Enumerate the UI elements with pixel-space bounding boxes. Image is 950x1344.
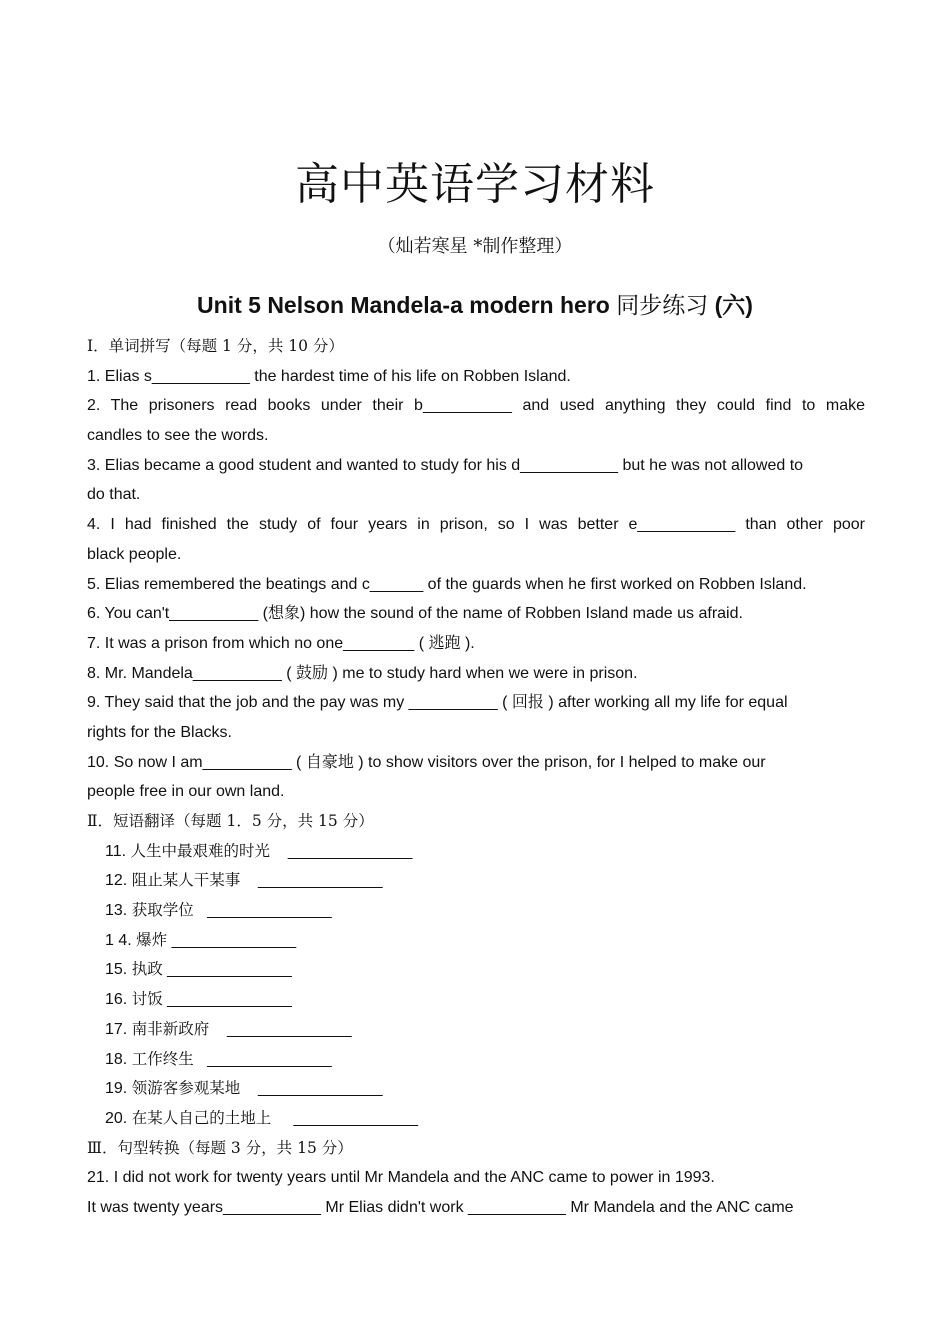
page-subtitle: （灿若寒星 *制作整理）	[377, 236, 573, 257]
phrase-number: 19.	[105, 1080, 128, 1098]
question-2-line-2: candles to see the words.	[87, 427, 269, 445]
question-6: 6. You can't__________ (想象) how the sound of the name of Robben Island made us afraid.	[87, 605, 743, 623]
question-21-line-2: It was twenty years___________ Mr Elias didn't work ___________ Mr Mandela and the ANC came	[87, 1198, 794, 1216]
section-heading-3: Ⅲ．句型转换（每题 3 分，共 15 分）	[87, 1138, 353, 1157]
question-9-line-1: 9. They said that the job and the pay was my __________ ( 回报 ) after working all my life for equal	[87, 694, 788, 712]
question-8: 8. Mr. Mandela__________ ( 鼓励 ) me to study hard when we were in prison.	[87, 664, 638, 682]
phrase-number: 12.	[105, 872, 128, 890]
phrase-blank: ______________	[207, 902, 332, 920]
question-9-line-2: rights for the Blacks.	[87, 723, 232, 741]
unit-title-english: Unit 5 Nelson Mandela-a modern hero	[197, 292, 610, 318]
phrase-number: 20.	[105, 1109, 128, 1127]
phrase-text: 领游客参观某地	[131, 1079, 241, 1098]
question-21-line-1: 21. I did not work for twenty years until Mr Mandela and the ANC came to power in 1993.	[87, 1169, 715, 1187]
unit-title-chinese: 同步练习	[616, 293, 709, 319]
phrase-text: 人生中最艰难的时光	[130, 841, 271, 860]
phrase-text: 获取学位	[131, 901, 194, 920]
question-4-line-2: black people.	[87, 545, 182, 563]
phrase-text: 爆炸	[136, 930, 168, 949]
question-7: 7. It was a prison from which no one________ ( 逃跑 ).	[87, 634, 475, 652]
phrase-text: 执政	[131, 960, 163, 979]
phrase-number: 11.	[105, 842, 127, 860]
phrase-number: 17.	[105, 1020, 128, 1038]
page-title: 高中英语学习材料	[295, 159, 655, 210]
unit-title-number: (六)	[714, 292, 753, 318]
phrase-number: 15.	[105, 961, 128, 979]
phrase-item	[87, 1104, 865, 1134]
exercise-content	[87, 332, 865, 1223]
phrase-number: 13.	[105, 902, 128, 920]
phrase-blank: ______________	[171, 931, 297, 949]
phrase-item	[87, 866, 865, 896]
question-1: 1. Elias s___________ the hardest time of his life on Robben Island.	[87, 367, 571, 385]
phrase-text: 在某人自己的土地上	[131, 1108, 272, 1127]
phrase-blank: ______________	[207, 1050, 332, 1068]
phrase-blank: ______________	[167, 961, 292, 979]
phrase-item	[87, 955, 865, 985]
phrase-text: 讨饭	[131, 990, 163, 1009]
phrase-item	[87, 1045, 865, 1075]
phrase-blank: ______________	[293, 1109, 419, 1127]
phrase-text: 工作终生	[131, 1049, 194, 1068]
phrase-number: 18.	[105, 1050, 128, 1068]
phrase-number: 16.	[105, 991, 128, 1009]
question-10-line-1: 10. So now I am__________ ( 自豪地 ) to show visitors over the prison, for I helped to make our	[87, 753, 766, 771]
question-3-line-2: do that.	[87, 486, 141, 504]
phrase-item	[87, 926, 865, 956]
phrase-item	[87, 1074, 865, 1104]
phrase-item	[87, 1015, 865, 1045]
phrase-blank: ______________	[227, 1020, 352, 1038]
phrase-text: 南非新政府	[131, 1019, 210, 1038]
phrase-blank: ______________	[258, 1080, 383, 1098]
phrase-blank: ______________	[167, 991, 292, 1009]
phrase-item	[87, 896, 865, 926]
section-heading-2: Ⅱ．短语翻译（每题 1．5 分，共 15 分）	[87, 812, 374, 830]
question-4-line-1: 4. I had finished the study of four years in prison, so I was better e___________ than other poor	[87, 516, 865, 534]
phrase-text: 阻止某人干某事	[131, 871, 241, 890]
section-heading-1: I．单词拼写（每题 1 分，共 10 分）	[87, 337, 344, 355]
question-10-line-2: people free in our own land.	[87, 783, 285, 801]
question-2-line-1: 2. The prisoners read books under their b__________ and used anything they could find to make	[87, 397, 865, 415]
phrase-item	[87, 985, 865, 1015]
phrase-blank: ______________	[258, 872, 383, 890]
phrase-item	[87, 837, 865, 867]
unit-title	[0, 287, 950, 320]
phrase-number: 1 4.	[105, 931, 132, 949]
question-5: 5. Elias remembered the beatings and c______ of the guards when he first worked on Robben Island.	[87, 575, 807, 593]
phrase-blank: ______________	[287, 842, 413, 860]
question-3-line-1: 3. Elias became a good student and wanted to study for his d___________ but he was not allowed to	[87, 456, 804, 474]
